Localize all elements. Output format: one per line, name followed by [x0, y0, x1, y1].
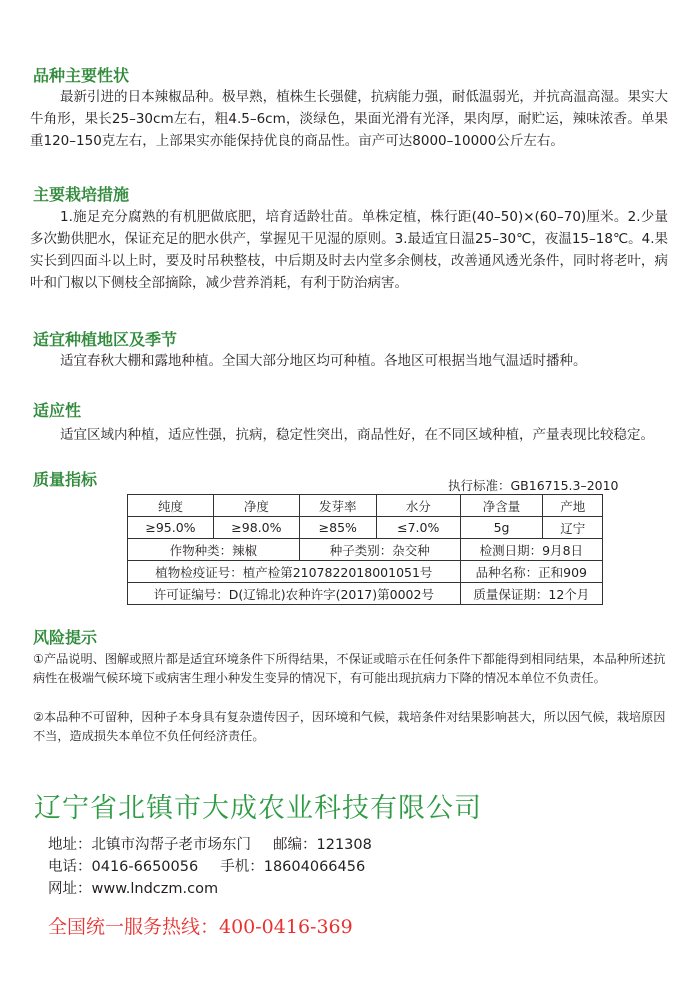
risk-title: 风险提示	[33, 628, 98, 647]
value-germination: ≥85%	[299, 517, 376, 539]
quality-info-row-1	[128, 539, 603, 561]
service-hotline: 全国统一服务热线：400-0416-369	[48, 916, 353, 938]
adaptability-title: 适应性	[33, 401, 82, 420]
quality-table	[127, 494, 603, 605]
adaptability-body: 适宜区域内种植，适应性强，抗病，稳定性突出，商品性好，在不同区域种植，产量表现比较稳定。	[60, 427, 654, 443]
risk-item-2: ②本品种不可留种，因种子本身具有复杂遗传因子，因环境和气候，栽培条件对结果影响甚大，所以因气候，栽培原因不当，造成损失本单位不负任何经济责任。	[33, 710, 666, 743]
cultivation-body: 1.施足充分腐熟的有机肥做底肥，培育适龄壮苗。单株定植，株行距(40–50)×(60–70)厘米。2.少量多次勤供肥水，保证充足的肥水供产，掌握见干见湿的原则。3.最适宜日温25–30℃，夜温15–18℃。4.果实长到四面斗以上时，要及时吊秧整枝，中后期及时去内堂多余侧枝，改善通风透光条件，同时将老叶，病叶和门椒以下侧枝全部摘除，减少营养消耗，有利于防治病害。	[30, 209, 668, 291]
quality-standard: 执行标准：GB16715.3–2010	[448, 478, 619, 493]
header-germination: 发芽率	[299, 495, 376, 517]
quarantine-number: 植物检疫证号：植产检第2107822018001051号	[128, 561, 461, 583]
shelf-life: 质量保证期：12个月	[460, 583, 602, 605]
quality-title: 质量指标	[33, 470, 98, 489]
header-net-content: 净含量	[460, 495, 543, 517]
header-purity: 纯度	[128, 495, 214, 517]
characteristics-title: 品种主要性状	[33, 66, 130, 85]
company-phone: 电话：0416-6650056	[48, 859, 199, 875]
value-net-content: 5g	[460, 517, 543, 539]
value-moisture: ≤7.0%	[376, 517, 460, 539]
value-origin: 辽宁	[543, 517, 603, 539]
quality-info-row-2	[128, 561, 603, 583]
quality-info-row-3	[128, 583, 603, 605]
company-website: 网址：www.lndczm.com	[48, 881, 219, 897]
header-moisture: 水分	[376, 495, 460, 517]
value-purity: ≥95.0%	[128, 517, 214, 539]
quality-header-row	[128, 495, 603, 517]
company-name: 辽宁省北镇市大成农业科技有限公司	[34, 793, 482, 824]
company-mobile: 手机：18604066456	[220, 859, 366, 875]
risk-item-1: ①产品说明、图解或照片都是适宜环境条件下所得结果，不保证或暗示在任何条件下都能得到相同结果，本品种所述抗病性在极端气候环境下或病害生理小种发生变异的情况下，有可能出现抗病力下降的情况本单位不负责任。	[33, 652, 666, 685]
quality-value-row	[128, 517, 603, 539]
characteristics-body: 最新引进的日本辣椒品种。极早熟，植株生长强健，抗病能力强，耐低温弱光，并抗高温高湿。果实大牛角形，果长25–30cm左右，粗4.5–6cm，淡绿色，果面光滑有光泽，果肉厚，耐贮运，辣味浓香。单果重120–150克左右，上部果实亦能保持优良的商品性。亩产可达8000–10000公斤左右。	[30, 89, 668, 149]
region-text	[30, 350, 668, 372]
characteristics-text	[30, 86, 668, 152]
header-origin: 产地	[543, 495, 603, 517]
value-cleanliness: ≥98.0%	[213, 517, 299, 539]
license-number: 许可证编号：D(辽锦北)农种许字(2017)第0002号	[128, 583, 461, 605]
cultivation-text	[30, 206, 668, 294]
contact-line-2	[48, 856, 365, 878]
company-address: 地址：北镇市沟帮子老市场东门	[48, 837, 251, 853]
company-postcode: 邮编：121308	[273, 837, 372, 853]
variety-name: 品种名称：正和909	[460, 561, 602, 583]
seed-type: 种子类别：杂交种	[299, 539, 460, 561]
test-date: 检测日期：9月8日	[460, 539, 602, 561]
crop-type: 作物种类：辣椒	[128, 539, 300, 561]
region-title: 适宜种植地区及季节	[33, 330, 178, 349]
contact-line-1	[48, 834, 372, 856]
region-body: 适宜春秋大棚和露地种植。全国大部分地区均可种植。各地区可根据当地气温适时播种。	[60, 353, 587, 369]
cultivation-title: 主要栽培措施	[33, 185, 130, 204]
header-cleanliness: 净度	[213, 495, 299, 517]
adaptability-text	[30, 424, 668, 446]
